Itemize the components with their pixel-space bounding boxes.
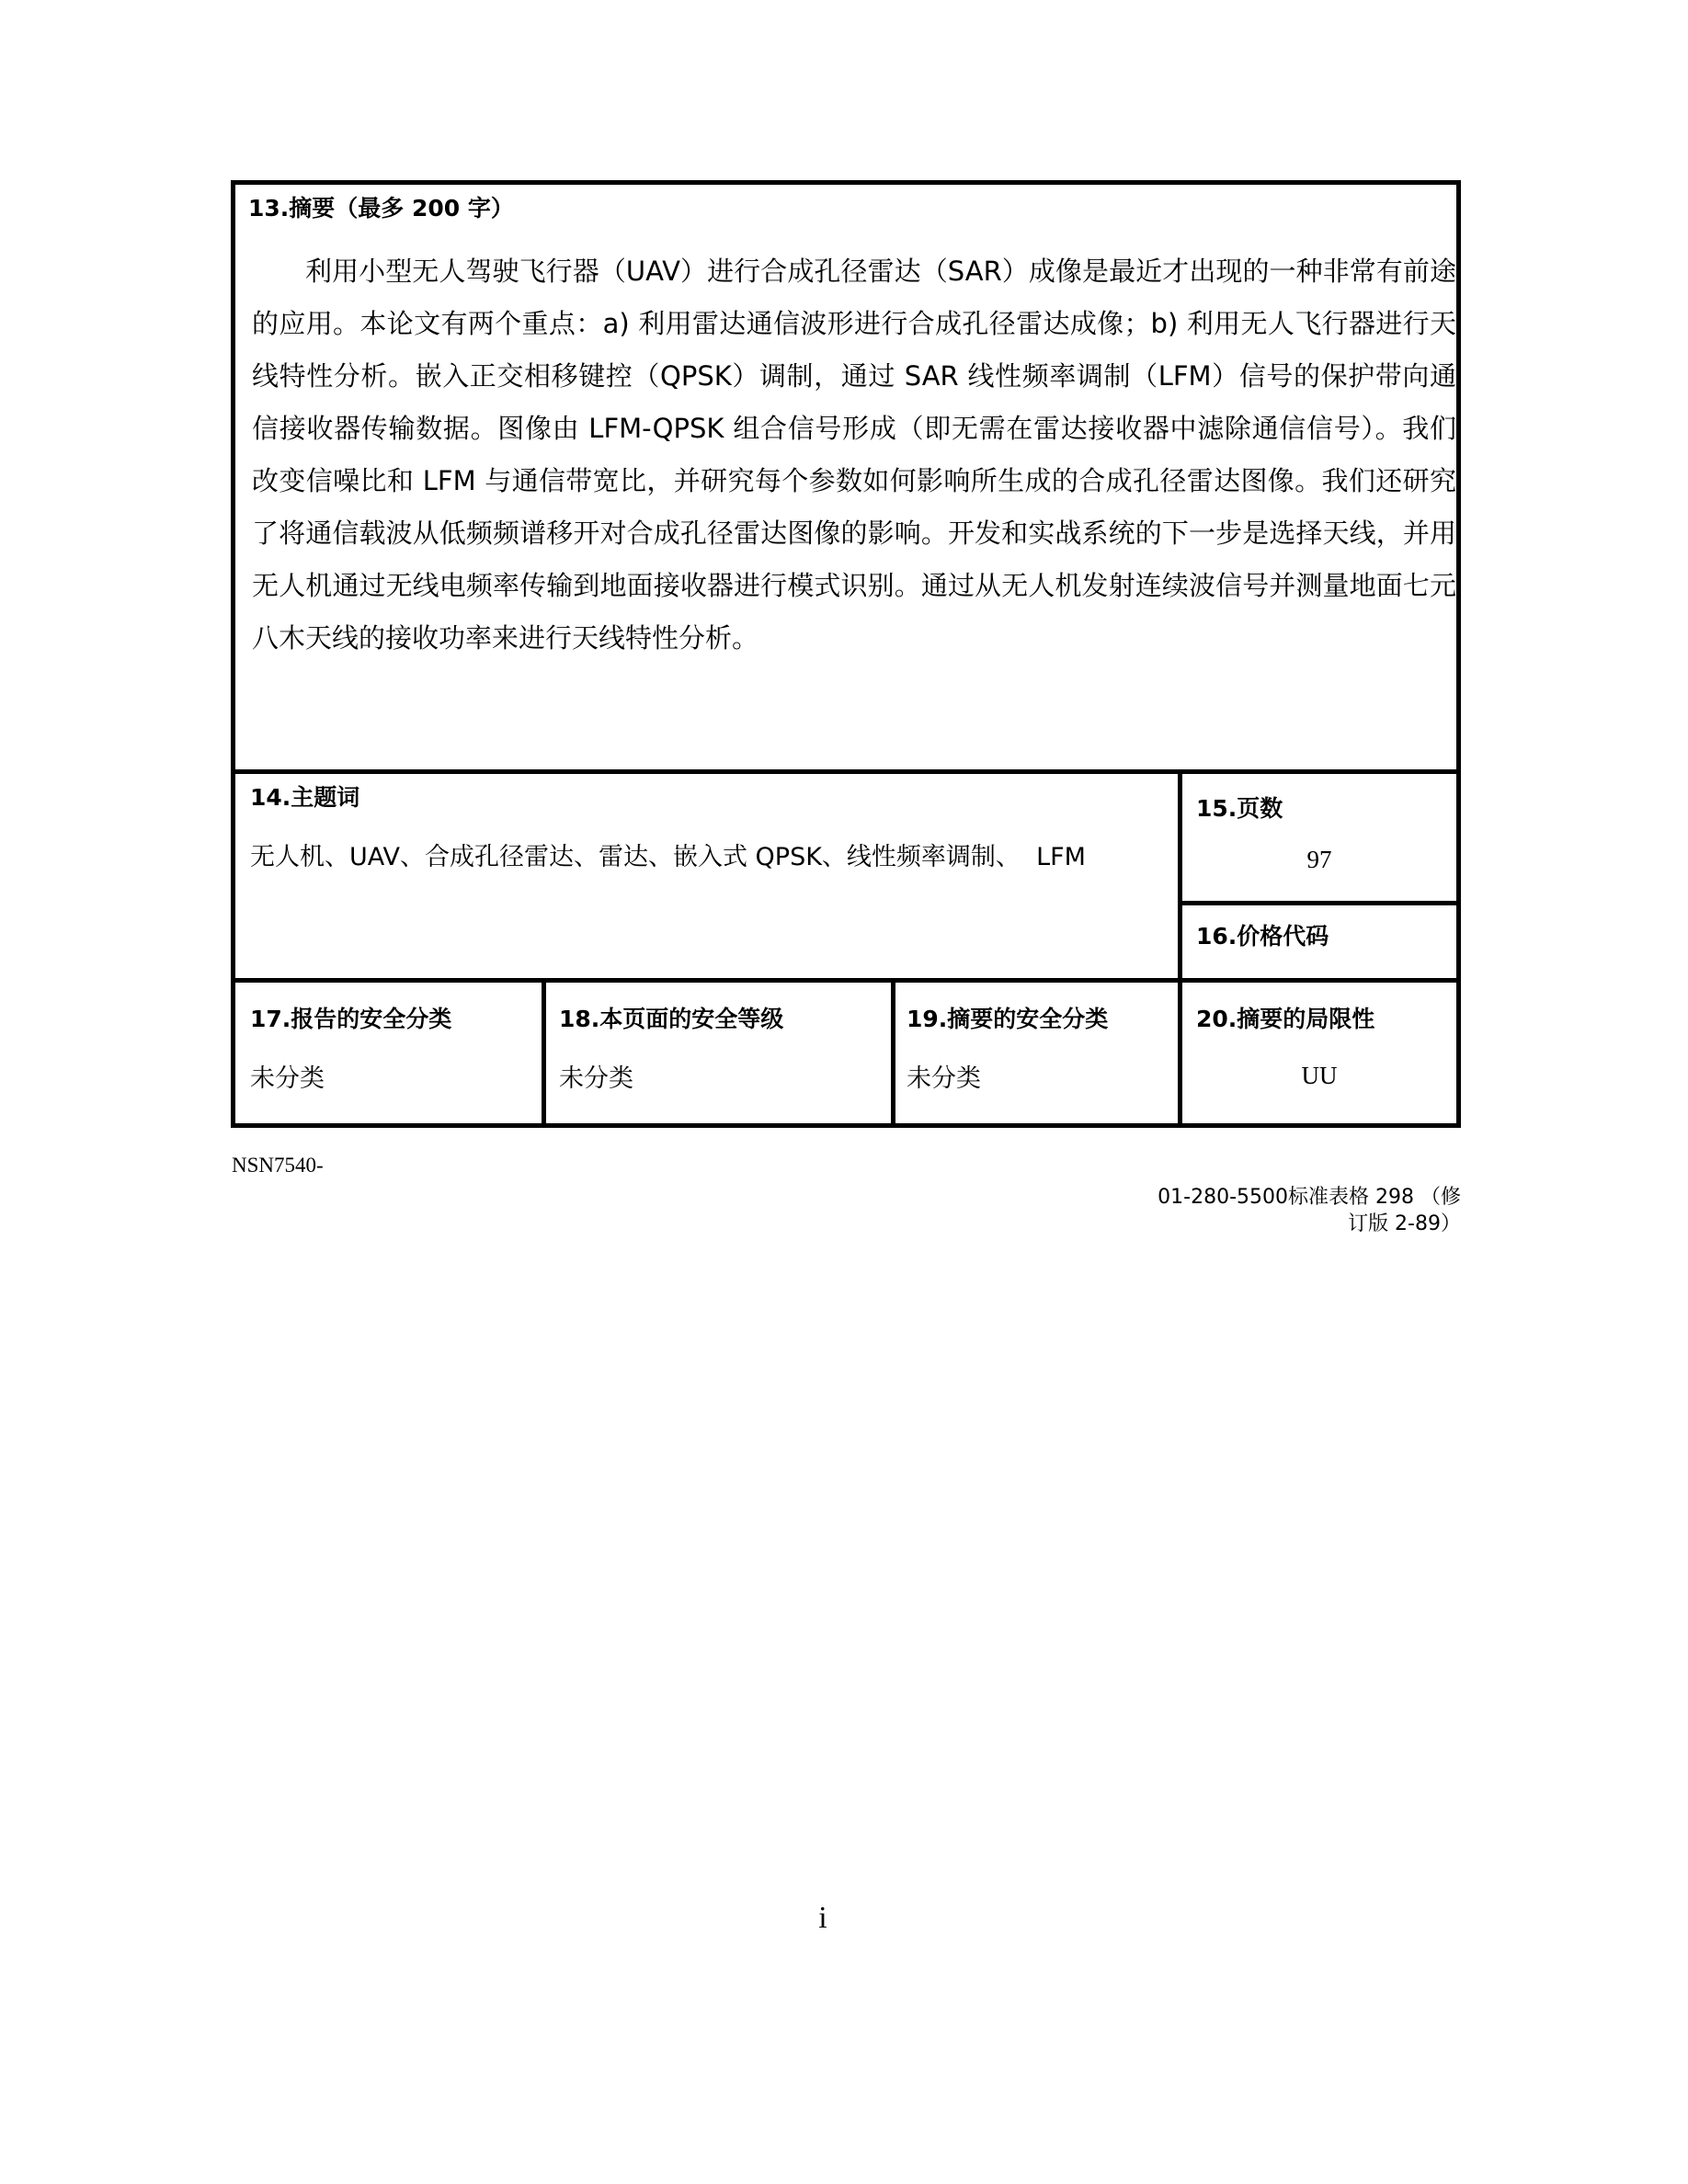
price-code-label: 16.价格代码 bbox=[1196, 923, 1329, 950]
abstract-classification-value: 未分类 bbox=[907, 1064, 981, 1093]
page-count-value: 97 bbox=[1306, 846, 1332, 873]
price-code-block bbox=[1182, 905, 1456, 978]
abstract-classification-block bbox=[895, 983, 1178, 1128]
abstract-limitation-label: 20.摘要的局限性 bbox=[1196, 1006, 1375, 1032]
report-classification-label: 17.报告的安全分类 bbox=[250, 1006, 452, 1032]
page-count-block bbox=[1182, 774, 1456, 901]
form-designation-line-1: 01-280-5500标准表格 298 （修 bbox=[1158, 1186, 1461, 1209]
report-classification-block bbox=[235, 983, 542, 1128]
subject-terms-block bbox=[235, 774, 1178, 978]
abstract-classification-label: 19.摘要的安全分类 bbox=[907, 1006, 1109, 1032]
abstract-block bbox=[235, 185, 1456, 769]
report-classification-value: 未分类 bbox=[250, 1064, 325, 1093]
report-documentation-form bbox=[231, 180, 1461, 1128]
form-designation-line-2: 订版 2-89） bbox=[1348, 1212, 1461, 1235]
abstract-limitation-value: UU bbox=[1301, 1062, 1338, 1089]
subject-terms-label: 14.主题词 bbox=[250, 784, 360, 811]
nsn-number: NSN7540- bbox=[232, 1154, 324, 1177]
page-classification-label: 18.本页面的安全等级 bbox=[559, 1006, 784, 1032]
page-number: i bbox=[818, 1901, 827, 1935]
abstract-label: 13.摘要（最多 200 字） bbox=[248, 195, 514, 222]
page-count-label: 15.页数 bbox=[1196, 795, 1283, 822]
subject-terms-value: 无人机、UAV、合成孔径雷达、雷达、嵌入式 QPSK、线性频率调制、 LFM bbox=[250, 843, 1086, 871]
page-classification-block bbox=[546, 983, 891, 1128]
form-designation bbox=[1148, 1184, 1461, 1237]
page-classification-value: 未分类 bbox=[559, 1064, 633, 1093]
abstract-text: 利用小型无人驾驶飞行器（UAV）进行合成孔径雷达（SAR）成像是最近才出现的一种非常有前途的应用。本论文有两个重点：a) 利用雷达通信波形进行合成孔径雷达成像；b) 利用无人飞行器进行天线特性分析。嵌入正交相移键控（QPSK）调制，通过 SAR 线性频率调制（LFM）信号的保护带向通信接收器传输数据。图像由 LFM-QPSK 组合信号形成（即无需在雷达接收器中滤除通信信号）。我们改变信噪比和 LFM 与通信带宽比，并研究每个参数如何影响所生成的合成孔径雷达图像。我们还研究了将通信载波从低频频谱移开对合成孔径雷达图像的影响。开发和实战系统的下一步是选择天线，并用无人机通过无线电频率传输到地面接收器进行模式识别。通过从无人机发射连续波信号并测量地面七元八木天线的接收功率来进行天线特性分析。 bbox=[252, 256, 1456, 654]
abstract-limitation-block bbox=[1182, 983, 1456, 1128]
